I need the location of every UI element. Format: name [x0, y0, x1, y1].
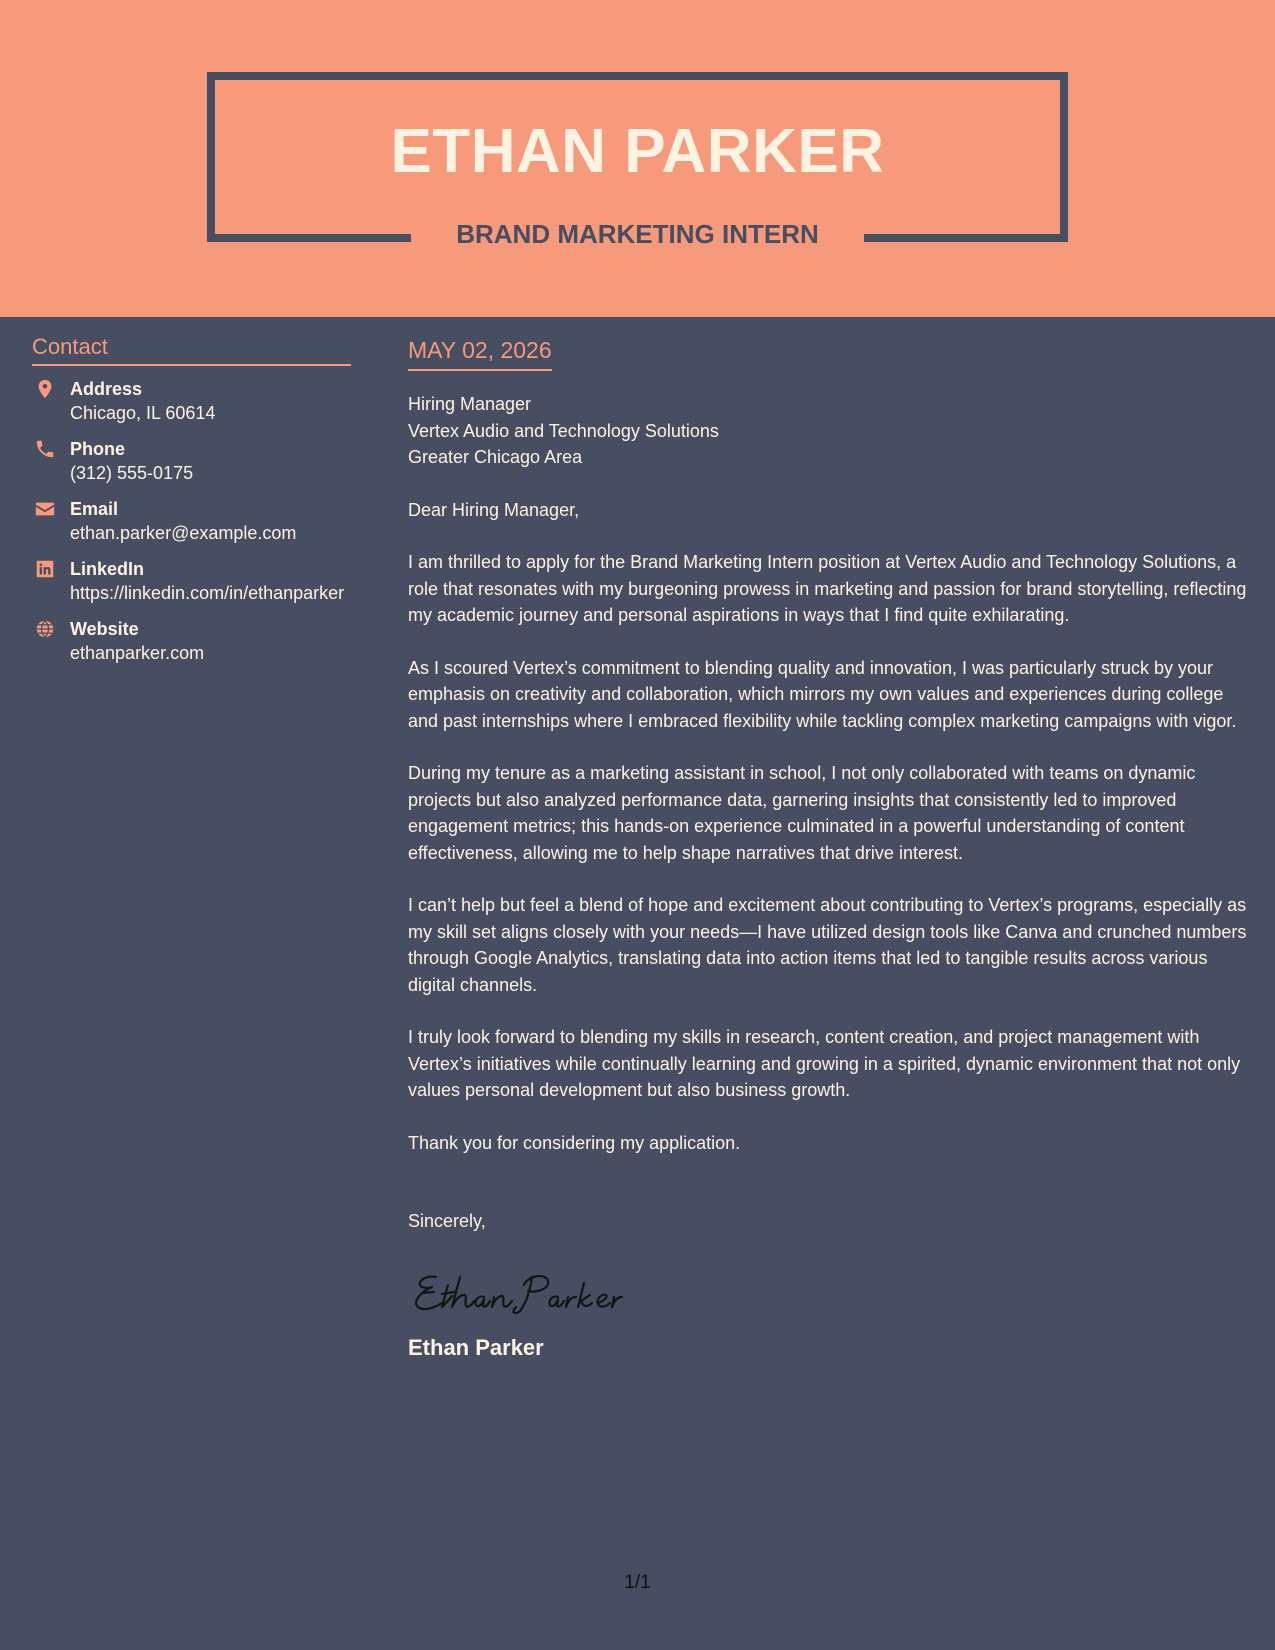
recipient-line: Hiring Manager — [408, 394, 532, 414]
contact-list — [32, 377, 351, 665]
closing: Sincerely, — [408, 1211, 486, 1231]
body-paragraph: I can’t help but feel a blend of hope and excitement about contributing to Vertex’s programs, especially as my skill set aligns closely with your needs—I have utilized design tools like Canva and crunched numbers through Google Analytics, translating data into action items that led to tangible results across various digital channels. — [408, 895, 1247, 995]
salutation: Dear Hiring Manager, — [408, 499, 580, 520]
recipient-block — [408, 391, 1248, 471]
contact-label: Email — [70, 499, 119, 519]
contact-value: ethanparker.com — [70, 643, 205, 663]
contact-phone — [32, 437, 351, 485]
globe-icon — [34, 618, 56, 640]
contact-linkedin — [32, 557, 351, 605]
header-banner — [0, 0, 1275, 317]
contact-label: Address — [70, 379, 143, 399]
body-paragraph: I truly look forward to blending my skills in research, content creation, and project management with Vertex’s initiatives while continually learning and growing in a spirited, dynamic environment that not only values personal development but also business growth. — [408, 1027, 1241, 1100]
contact-value: Chicago, IL 60614 — [70, 403, 216, 423]
contact-heading: Contact — [32, 333, 351, 366]
contact-value: (312) 555-0175 — [70, 463, 194, 483]
recipient-line: Greater Chicago Area — [408, 447, 583, 467]
contact-value: ethan.parker@example.com — [70, 523, 297, 543]
contact-label: LinkedIn — [70, 559, 145, 579]
envelope-icon — [34, 498, 56, 520]
letter-date: MAY 02, 2026 — [408, 335, 552, 371]
contact-address — [32, 377, 351, 425]
handwritten-signature — [408, 1263, 1248, 1321]
contact-website — [32, 617, 351, 665]
applicant-name: ETHAN PARKER — [390, 117, 885, 186]
phone-icon — [34, 438, 56, 460]
contact-email — [32, 497, 351, 545]
recipient-line: Vertex Audio and Technology Solutions — [408, 420, 719, 441]
contact-label: Website — [70, 619, 139, 639]
contact-value: https://linkedin.com/in/ethanparker — [70, 583, 345, 603]
signed-name: Ethan Parker — [408, 1334, 544, 1360]
contact-sidebar — [32, 333, 351, 677]
contact-label: Phone — [70, 439, 126, 459]
letter-body — [408, 335, 1248, 1363]
body-paragraph: I am thrilled to apply for the Brand Marketing Intern position at Vertex Audio and Technology Solutions, a role that resonates with my burgeoning prowess in marketing and passion for brand storytelling, reflecting my academic journey and personal aspirations in ways that I find quite exhilarating. — [408, 552, 1247, 625]
body-paragraph: Thank you for considering my application. — [408, 1132, 741, 1153]
signature-image — [408, 1263, 648, 1321]
linkedin-icon — [34, 558, 56, 580]
body-paragraph: During my tenure as a marketing assistant in school, I not only collaborated with teams on dynamic projects but also analyzed performance data, garnering insights that consistently led to improved engagement metrics; this hands-on experience culminated in a powerful understanding of content effectiveness, allowing me to help shape narratives that drive interest. — [408, 763, 1196, 863]
job-title: BRAND MARKETING INTERN — [456, 219, 819, 249]
body-paragraph: As I scoured Vertex’s commitment to blending quality and innovation, I was particularly struck by your emphasis on creativity and collaboration, which mirrors my own values and experiences during college and past internships where I embraced flexibility while tackling complex marketing campaigns with vigor. — [408, 657, 1237, 731]
page-number: 1/1 — [624, 1572, 651, 1593]
map-pin-icon — [34, 378, 56, 400]
